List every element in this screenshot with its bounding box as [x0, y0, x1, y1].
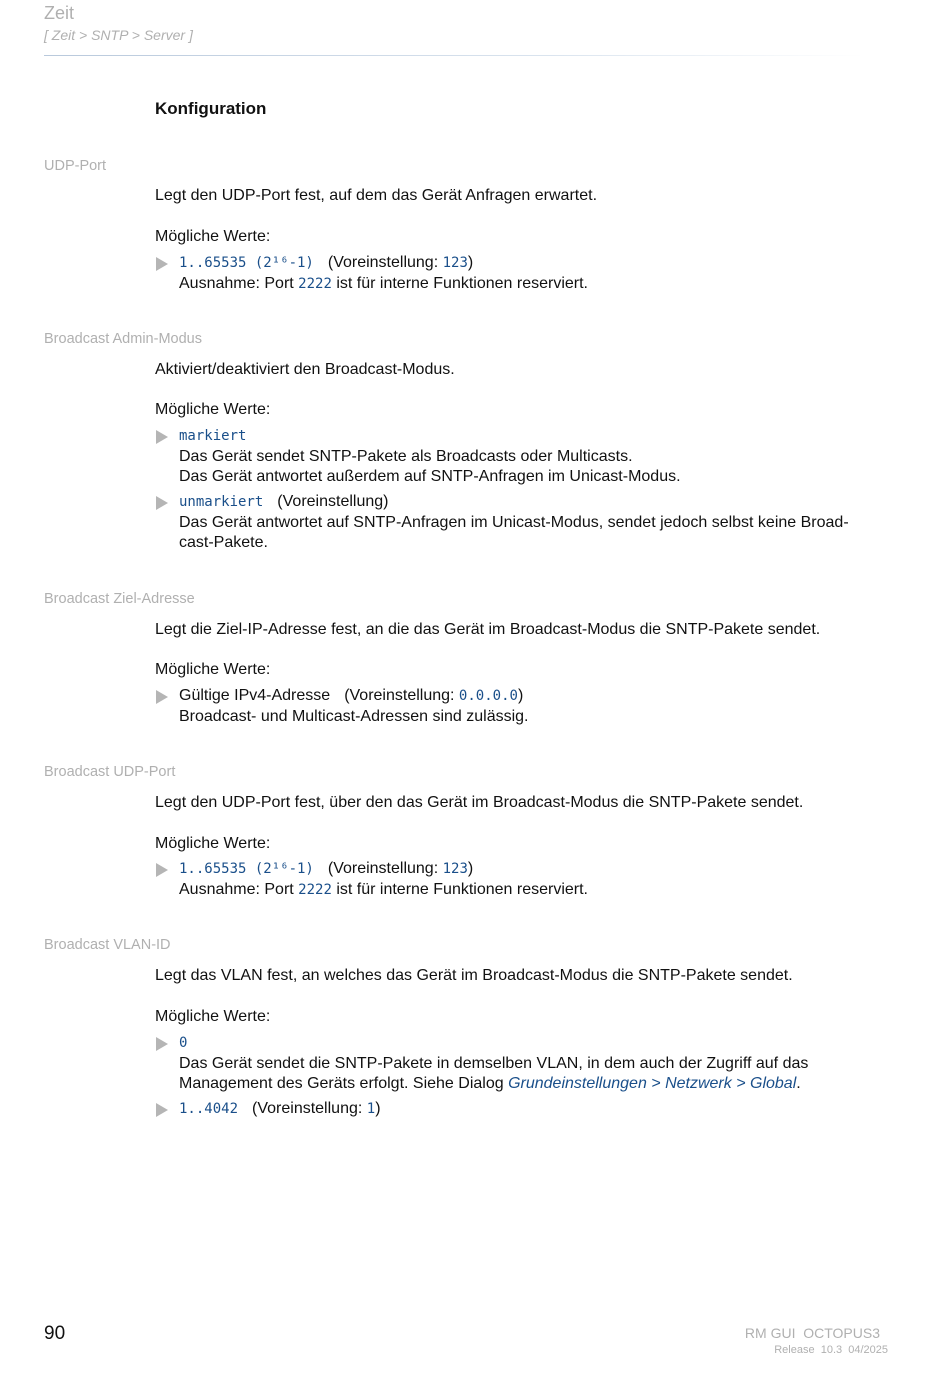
note-suffix: ist für interne Funktionen reserviert.	[331, 274, 588, 292]
value-item-checked	[155, 426, 895, 488]
section-heading: Konfiguration	[155, 99, 267, 118]
vlan-zero-line-2-prefix: Management des Geräts erfolgt. Siehe Dialog	[179, 1075, 509, 1092]
default-prefix: (Voreinstellung:	[344, 687, 459, 704]
unchecked-line-1: Das Gerät antwortet auf SNTP-Anfragen im Unicast-Modus, sendet jedoch selbst keine Broad-	[179, 513, 849, 531]
checked-value: markiert	[179, 428, 247, 444]
param-description-broadcast-udp-port: Legt den UDP-Port fest, über den das Gerät im Broadcast-Modus die SNTP-Pakete sendet.	[155, 794, 804, 811]
value-item-udp-port-range	[155, 253, 895, 294]
vlan-zero-line-2-suffix: .	[796, 1075, 801, 1092]
default-value: 123	[442, 255, 468, 271]
possible-values-label: Mögliche Werte:	[155, 401, 271, 418]
bullet-triangle-icon	[156, 257, 168, 271]
footer-doc-title: RM GUI OCTOPUS3	[744, 1325, 880, 1341]
bullet-triangle-icon	[156, 430, 168, 444]
default-value: 0.0.0.0	[458, 688, 518, 704]
bullet-triangle-icon	[156, 863, 168, 877]
vlan-zero-line-1: Das Gerät sendet die SNTP-Pakete in demselben VLAN, in dem auch der Zugriff auf das	[179, 1054, 809, 1072]
bullet-triangle-icon	[156, 496, 168, 510]
unchecked-value: unmarkiert	[179, 494, 264, 510]
param-description-broadcast-dest-address: Legt die Ziel-IP-Adresse fest, an die das Gerät im Broadcast-Modus die SNTP-Pakete sendet.	[155, 621, 821, 638]
default-suffix: )	[517, 687, 524, 704]
possible-values-label: Mögliche Werte:	[155, 835, 271, 852]
param-label-broadcast-dest-address: Broadcast Ziel-Adresse	[44, 591, 195, 607]
reserved-port: 2222	[298, 275, 332, 292]
breadcrumb: [ Zeit > SNTP > Server ]	[44, 27, 193, 43]
possible-values-label: Mögliche Werte:	[155, 661, 271, 678]
param-label-broadcast-admin-mode: Broadcast Admin-Modus	[44, 331, 202, 347]
reserved-port: 2222	[298, 881, 332, 898]
value-range: 1..4042	[179, 1101, 239, 1117]
value-item-ipv4	[155, 686, 895, 727]
note-prefix: Ausnahme: Port	[179, 880, 299, 898]
note-prefix: Ausnahme: Port	[179, 274, 299, 292]
value-item-broadcast-udp-range	[155, 859, 895, 900]
value-item-vlan-range	[155, 1099, 895, 1120]
vlan-zero-value: 0	[179, 1035, 188, 1051]
param-label-udp-port: UDP-Port	[44, 158, 107, 174]
unchecked-line-2: cast-Pakete.	[179, 534, 268, 551]
bullet-triangle-icon	[156, 690, 168, 704]
default-value: 123	[442, 861, 468, 877]
param-label-broadcast-vlan-id: Broadcast VLAN-ID	[44, 937, 171, 953]
default-suffix: )	[375, 1100, 381, 1117]
unchecked-default: (Voreinstellung)	[277, 493, 389, 510]
value-range: 1..65535 (2¹⁶-1)	[179, 861, 314, 877]
bullet-triangle-icon	[156, 1037, 168, 1051]
checked-line-2: Das Gerät antwortet außerdem auf SNTP-Anfragen im Unicast-Modus.	[179, 468, 681, 485]
param-label-broadcast-udp-port: Broadcast UDP-Port	[44, 764, 176, 780]
default-prefix: (Voreinstellung:	[327, 254, 443, 271]
default-suffix: )	[467, 254, 474, 271]
ipv4-note: Broadcast- und Multicast-Adressen sind zulässig.	[179, 707, 529, 725]
note-suffix: ist für interne Funktionen reserviert.	[331, 880, 588, 898]
default-prefix: (Voreinstellung:	[252, 1100, 367, 1117]
page-header-title: Zeit	[44, 3, 75, 23]
page-number: 90	[44, 1323, 66, 1344]
dialog-link-global[interactable]: Grundeinstellungen > Netzwerk > Global	[508, 1075, 797, 1092]
checked-line-1: Das Gerät sendet SNTP-Pakete als Broadcasts oder Multicasts.	[179, 447, 633, 465]
footer-release: Release 10.3 04/2025	[774, 1344, 888, 1356]
default-value: 1	[366, 1101, 376, 1117]
default-suffix: )	[467, 860, 474, 877]
ipv4-value-text: Gültige IPv4-Adresse	[179, 687, 331, 704]
header-divider	[44, 55, 864, 56]
bullet-triangle-icon	[156, 1103, 168, 1117]
possible-values-label: Mögliche Werte:	[155, 1008, 271, 1025]
default-prefix: (Voreinstellung:	[327, 860, 443, 877]
value-item-unchecked	[155, 492, 895, 554]
param-description-udp-port: Legt den UDP-Port fest, auf dem das Gerät Anfragen erwartet.	[155, 187, 598, 204]
param-description-broadcast-admin-mode: Aktiviert/deaktiviert den Broadcast-Modus.	[155, 361, 455, 378]
value-range: 1..65535 (2¹⁶-1)	[179, 255, 314, 271]
possible-values-label: Mögliche Werte:	[155, 228, 271, 245]
param-description-broadcast-vlan-id: Legt das VLAN fest, an welches das Gerät im Broadcast-Modus die SNTP-Pakete sendet.	[155, 967, 793, 984]
value-item-vlan-zero	[155, 1033, 895, 1095]
